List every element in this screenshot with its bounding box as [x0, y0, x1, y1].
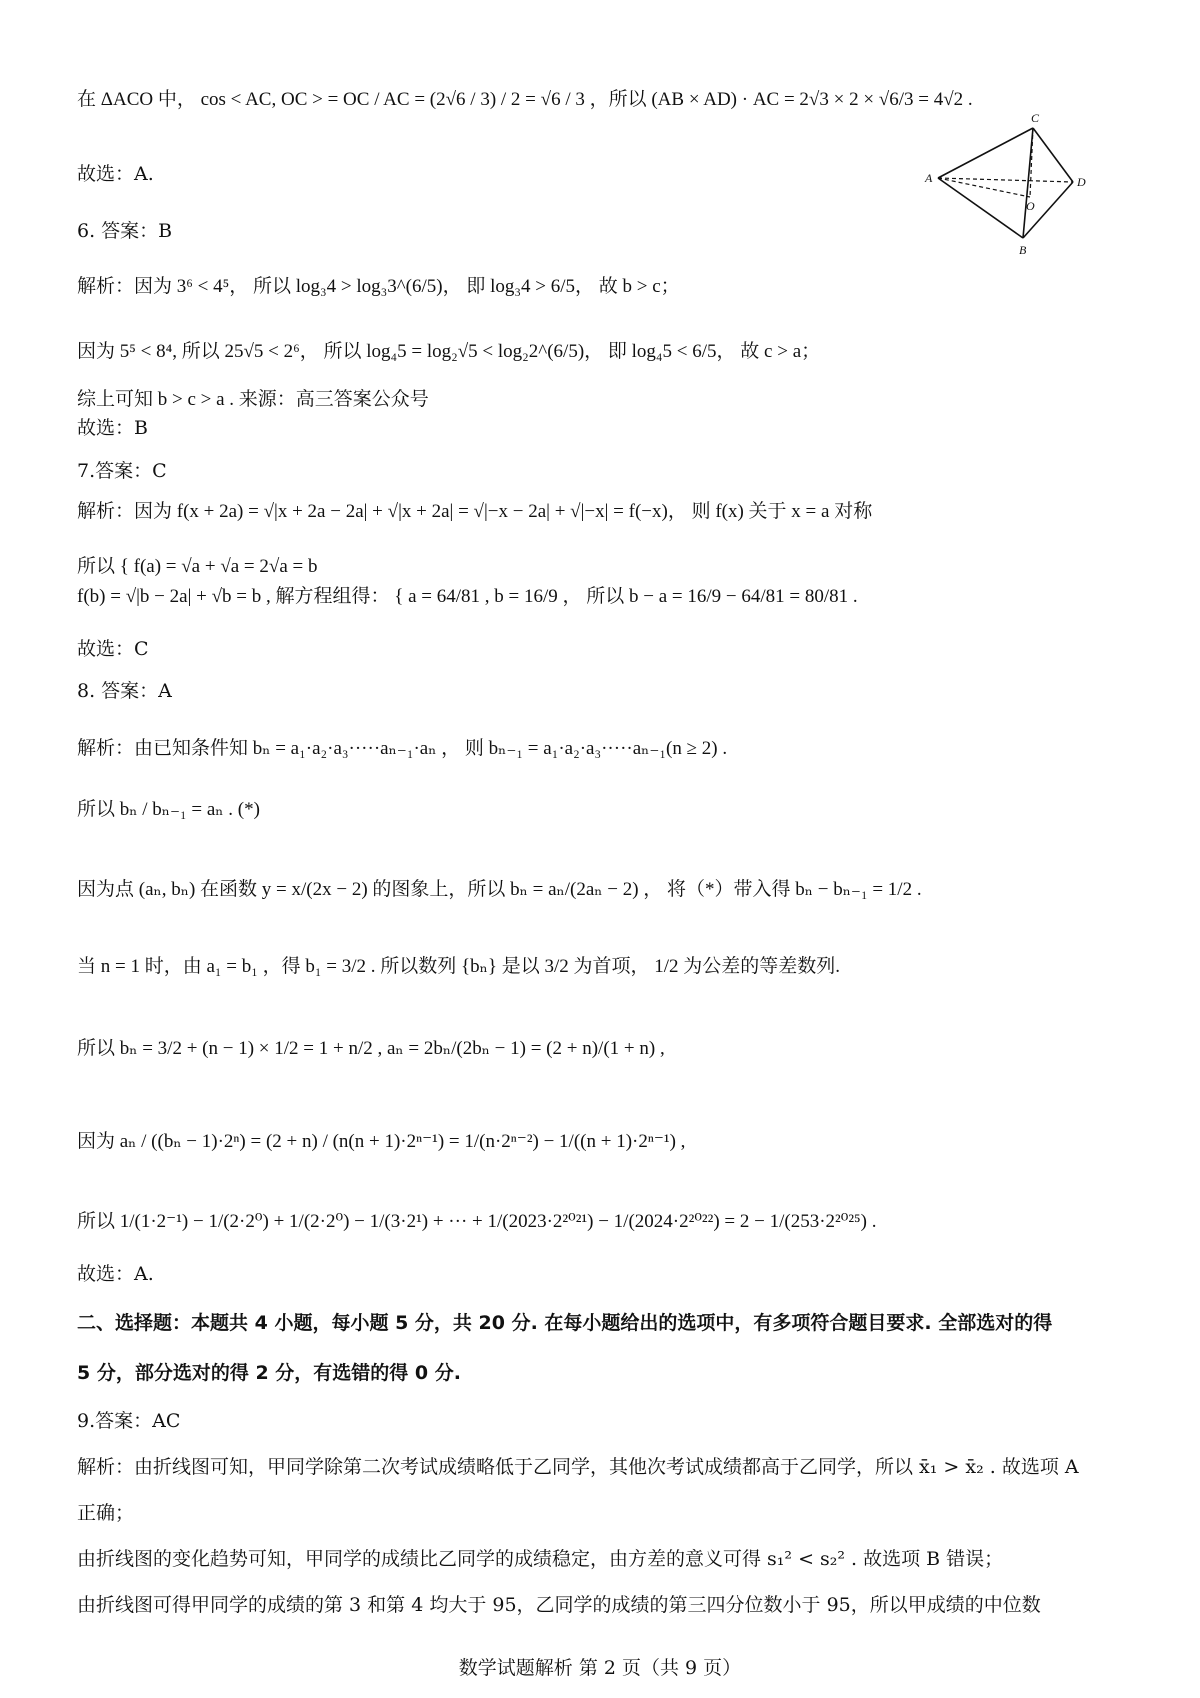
- edge-ad-hidden: [938, 178, 1073, 182]
- text-line-23: 9.答案：AC: [77, 1410, 181, 1432]
- text-line-10b: f(b) = √|b − 2a| + √b = b , 解方程组得： { a = 64/81 , b = 16/9 ， 所以 b − a = 16/9 − 64/81 = 80/81 .: [77, 586, 858, 607]
- text-line-7: 故选：B: [77, 417, 148, 439]
- text-line-9: 解析：因为 f(x + 2a) = √|x + 2a − 2a| + √|x + 2a| = √|−x − 2a| + √|−x| = f(−x)， 则 f(x) 关于 x = a 对称: [77, 501, 873, 522]
- text-line-1: 在 ΔACO 中， cos < AC, OC > = OC / AC = (2√6 / 3) / 2 = √6 / 3 ，所以 (AB × AD) · AC = 2√3 × 2 × √6/3 = 4√2 .: [77, 89, 973, 110]
- text-line-25: 正确；: [77, 1502, 135, 1524]
- edge-cd: [1033, 128, 1073, 182]
- text-line-13: 解析：由已知条件知 bₙ = a₁·a₂·a₃·····aₙ₋₁·aₙ ， 则 bₙ₋₁ = a₁·a₂·a₃·····aₙ₋₁(n ≥ 2) .: [77, 738, 728, 759]
- text-line-16: 当 n = 1 时，由 a₁ = b₁ ，得 b₁ = 3/2 . 所以数列 {bₙ} 是以 3/2 为首项， 1/2 为公差的等差数列.: [77, 956, 840, 977]
- text-line-4: 解析：因为 3⁶ < 4⁵， 所以 log₃4 > log₃3^(6/5)， 即 log₃4 > 6/5， 故 b > c；: [77, 276, 680, 297]
- text-line-10a: 所以 { f(a) = √a + √a = 2√a = b: [77, 556, 318, 577]
- text-line-26: 由折线图的变化趋势可知，甲同学的成绩比乙同学的成绩稳定，由方差的意义可得 s₁² < s₂² . 故选项 B 错误；: [77, 1548, 1004, 1570]
- label-d: D: [1077, 175, 1086, 189]
- text-line-14: 所以 bₙ / bₙ₋₁ = aₙ . (*): [77, 799, 260, 820]
- text-line-15: 因为点 (aₙ, bₙ) 在函数 y = x/(2x − 2) 的图象上，所以 bₙ = aₙ/(2aₙ − 2) ， 将（*）带入得 bₙ − bₙ₋₁ = 1/2 .: [77, 879, 922, 900]
- text-line-8: 7.答案：C: [77, 460, 167, 482]
- text-line-12: 8. 答案：A: [77, 680, 172, 702]
- label-c: C: [1031, 111, 1040, 125]
- edge-ac: [938, 128, 1033, 178]
- label-b: B: [1019, 243, 1027, 257]
- text-line-17: 所以 bₙ = 3/2 + (n − 1) × 1/2 = 1 + n/2 , aₙ = 2bₙ/(2bₙ − 1) = (2 + n)/(1 + n) ,: [77, 1038, 665, 1059]
- text-line-5: 因为 5⁵ < 8⁴, 所以 25√5 < 2⁶， 所以 log₄5 = log₂√5 < log₂2^(6/5)， 即 log₄5 < 6/5， 故 c > a；: [77, 341, 821, 362]
- tetrahedron-diagram: [920, 110, 1095, 260]
- section-heading-line-1: 二、选择题：本题共 4 小题，每小题 5 分，共 20 分. 在每小题给出的选项中，有多项符合题目要求. 全部选对的得: [77, 1312, 1053, 1334]
- text-line-24: 解析：由折线图可知，甲同学除第二次考试成绩略低于乙同学，其他次考试成绩都高于乙同学，所以 x̄₁ > x̄₂ . 故选项 A: [77, 1456, 1079, 1478]
- text-line-27: 由折线图可得甲同学的成绩的第 3 和第 4 均大于 95，乙同学的成绩的第三四分位数小于 95，所以甲成绩的中位数: [77, 1594, 1041, 1616]
- section-heading-line-2: 5 分，部分选对的得 2 分，有选错的得 0 分.: [77, 1362, 461, 1384]
- text-line-2: 故选：A.: [77, 163, 154, 185]
- text-line-20: 故选：A.: [77, 1263, 154, 1285]
- label-a: A: [925, 171, 933, 185]
- text-line-18: 因为 aₙ / ((bₙ − 1)·2ⁿ) = (2 + n) / (n(n + 1)·2ⁿ⁻¹) = 1/(n·2ⁿ⁻²) − 1/((n + 1)·2ⁿ⁻¹) ,: [77, 1131, 686, 1152]
- text-line-19: 所以 1/(1·2⁻¹) − 1/(2·2⁰) + 1/(2·2⁰) − 1/(3·2¹) + ··· + 1/(2023·2²⁰²¹) − 1/(2024·2²⁰²²) = 2 − 1/(253·2²⁰²⁵) .: [77, 1211, 877, 1232]
- edge-cb: [1023, 128, 1033, 238]
- page-footer: 数学试题解析 第 2 页（共 9 页）: [458, 1657, 742, 1679]
- text-line-3: 6. 答案：B: [77, 220, 173, 242]
- text-line-11: 故选：C: [77, 638, 149, 660]
- label-o: O: [1026, 199, 1035, 213]
- text-line-6: 综上可知 b > c > a . 来源：高三答案公众号: [77, 389, 429, 410]
